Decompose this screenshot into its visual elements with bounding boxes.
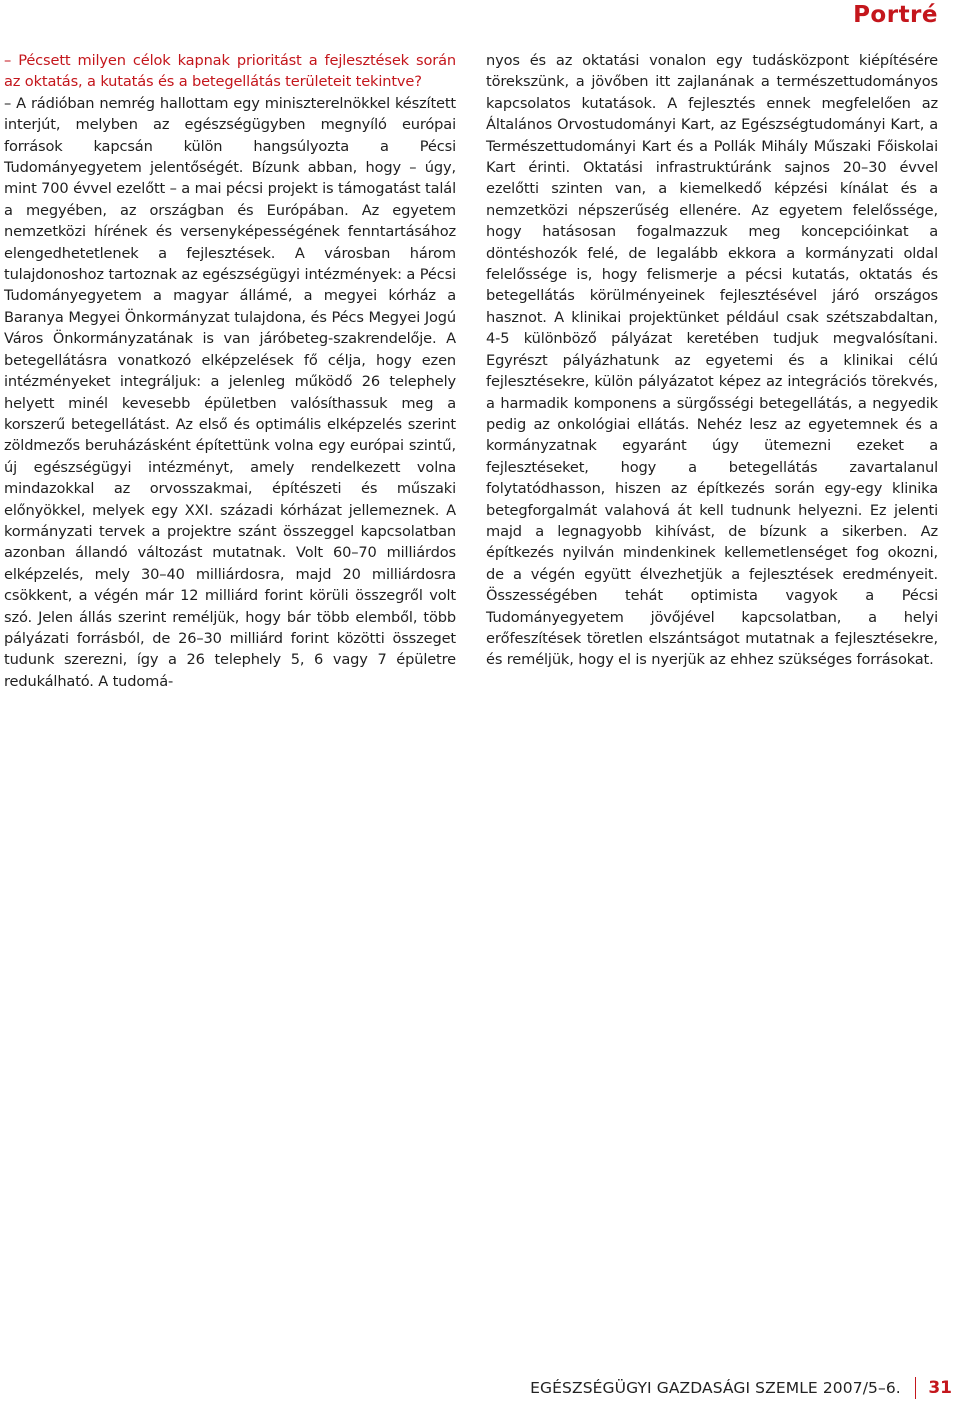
page-number: 31 <box>928 1378 952 1398</box>
interview-question: – Pécsett milyen célok kapnak prioritást a fejlesztések során az oktatás, a kutatás és a betegellátás területeit tekintve? <box>4 52 456 91</box>
footer-divider <box>915 1377 917 1399</box>
interview-answer-part-2: nyos és az oktatási vonalon egy tudásközpont kiépítésére törekszünk, a jövőben itt zajlanának a természettudományos kapcsolatos kutatások. A fejlesztés ennek megfelelően az Általános Orvostudományi Kart, az Egészségtudományi Kart, a Természettudományi Kart és a Pollák Mihály Műszaki Főiskolai Kart érinti. Oktatási infrastruktúránk sajnos 20–30 évvel ezelőtti szinten van, a kiemelkedő képzési kínálat és a nemzetközi népszerűség ellenére. Az egyetem felelőssége, hogy hatásosan fogalmazzuk meg koncepcióinkat a döntéshozók felé, de legalább ekkora a kormányzati oldal felelőssége is, hogy felismerje a pécsi kutatás, oktatás és betegellátás körülményeinek fejlesztésével járó országos hasznot. A klinikai projektünket például csak szétszabdaltan, 4-5 különböző pályázat keretében tudjuk megvalósítani. Egyrészt pályázhatunk az egyetemi és a klinikai célú fejlesztésekre, külön pályázatot képez az integrációs törekvés, a harmadik komponens a sürgősségi betegellátás, a negyedik pedig az onkológiai ellátás. Nehéz lesz az egyetemnek és a kormányzatnak egyaránt úgy ütemezni ezeket a fejlesztéseket, hogy a betegellátás zavartalanul folytatódhasson, hiszen az építkezés során egy-egy klinika betegforgalmát valahová át kell tudnunk helyezni. Ez jelenti majd a legnagyobb kihívást, de bízunk a sikerben. Az építkezés nyilván mindenkinek kellemetlenséget fog okozni, de a végén együtt élvezhetjük a fejlesztések eredményeit. Összességében tehát optimista vagyok a Pécsi Tudományegyetem jövőjével kapcsolatban, a helyi erőfeszítések töretlen elszántságot mutatnak a fejlesztésekre, és reméljük, hogy el is nyerjük az ehhez szükséges forrásokat. <box>486 52 938 669</box>
article-column-left <box>4 50 456 692</box>
journal-issue: EGÉSZSÉGÜGYI GAZDASÁGI SZEMLE 2007/5–6. <box>530 1379 901 1397</box>
section-title: Portré <box>853 2 938 28</box>
article-column-right <box>486 50 938 671</box>
interview-answer-part-1: – A rádióban nemrég hallottam egy miniszterelnökkel készített interjút, melyben az egészségügyben megnyíló európai források kapcsán külön hangsúlyozta a Pécsi Tudományegyetem jelentőségét. Bízunk abban, hogy – úgy, mint 700 évvel ezelőtt – a mai pécsi projekt is támogatást talál a megyében, az országban és Európában. Az egyetem nemzetközi hírének és versenyképességének fenntartásához elengedhetetlenek a fejlesztések. A városban három tulajdonoshoz tartoznak az egészségügyi intézmények: a Pécsi Tudományegyetem a magyar állámé, a megyei kórház a Baranya Megyei Önkormányzat tulajdona, és Pécs Megyei Jogú Város Önkormányzatának is van járóbeteg-szakrendelője. A betegellátásra vonatkozó elképzelések fő célja, hogy ezen intézményeket integráljuk: a jelenleg működő 26 telephely helyett minél kevesebb épületben valósíthassuk meg a korszerű betegellátást. Az első és optimális elképzelés szerint zöldmezős beruházásként építettünk volna egy európai szintű, új egészségügyi intézményt, amely rendelkezett volna mindazokkal az orvosszakmai, építészeti és műszaki előnyökkel, melyek egy XXI. századi kórházat jellemeznek. A kormányzati tervek a projektre szánt összeggel kapcsolatban azonban állandó változást mutatnak. Volt 60–70 milliárdos elképzelés, mely 30–40 milliárdosra, majd 20 milliárdosra csökkent, a végén már 12 milliárd forint körüli összegről volt szó. Jelen állás szerint reméljük, hogy bár több elemből, több pályázati forrásból, de 26–30 milliárd forint közötti összeget tudunk szerezni, így a 26 telephely 5, 6 vagy 7 épületre redukálható. A tudomá- <box>4 94 456 690</box>
page-footer <box>530 1377 952 1399</box>
